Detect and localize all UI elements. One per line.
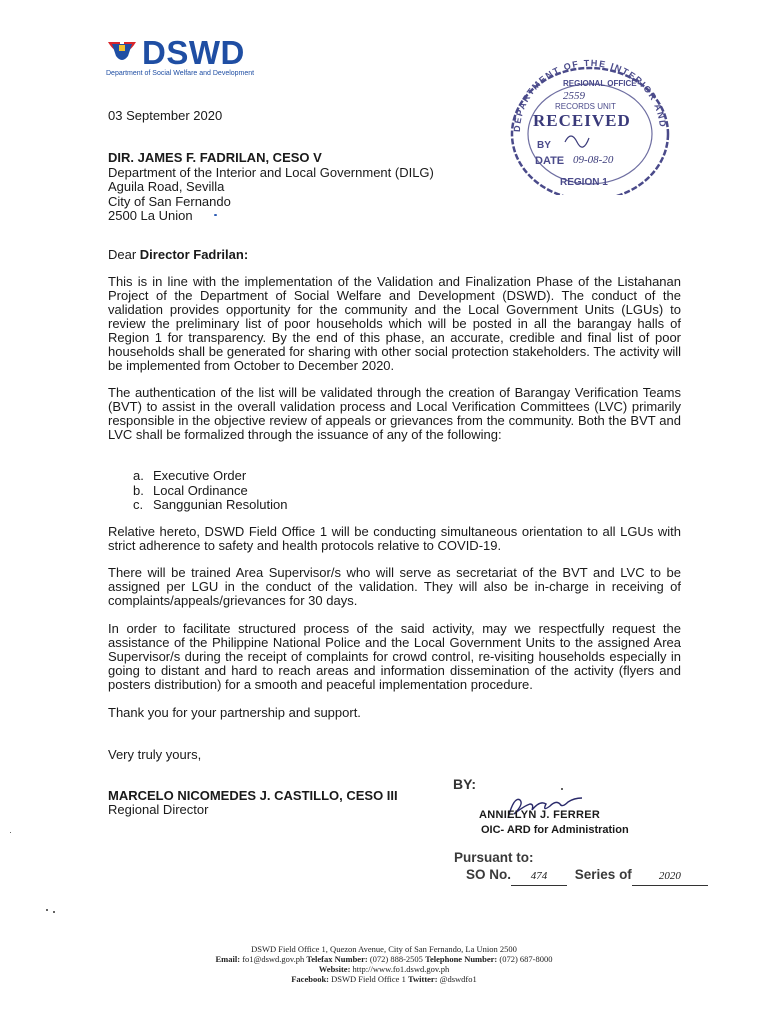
list-marker: c. bbox=[133, 497, 144, 512]
footer-email: fo1@dswd.gov.ph bbox=[242, 954, 305, 964]
stamp-date-label: DATE bbox=[535, 155, 565, 167]
series-value: 2020 bbox=[632, 868, 708, 886]
signatory-title: Regional Director bbox=[108, 802, 209, 817]
salutation-name: Director Fadrilan: bbox=[139, 247, 249, 262]
logo-subtitle: Department of Social Welfare and Development bbox=[106, 70, 255, 77]
body-paragraph: This is in line with the implementation of the Validation and Finalization Phase of the Listahanan Project of the Department of Social Welfare and Development (DSWD). The conduct of the validation provides opportunity for the community and the Local Government Units (LGUs) to review the preliminary list of poor households which will be posted in all the barangay halls of Region 1 for transparency. By the end of this phase, an accurate, credible and final list of poor households shall be generated for sharing with other social protection stakeholders. The activity will be implemented from October to December 2020. bbox=[108, 274, 681, 373]
recipient-line: Department of the Interior and Local Government (DILG) bbox=[108, 164, 434, 180]
list-text: Executive Order bbox=[153, 468, 247, 483]
footer-website-label: Website: bbox=[318, 964, 351, 974]
issuance-list bbox=[133, 469, 287, 513]
by-name: ANNIELYN J. FERRER bbox=[479, 809, 601, 821]
footer-telephone: (072) 687-8000 bbox=[499, 954, 553, 964]
footer-website: http://www.fo1.dswd.gov.ph bbox=[352, 964, 450, 974]
body-paragraph: There will be trained Area Supervisor/s who will serve as secretariat of the BVT and LVC to be assigned per LGU in the conduct of the validation. They will also be in-charge in receiving of complaints/appeals/grievances for 30 days. bbox=[108, 565, 681, 608]
body-paragraph: Relative hereto, DSWD Field Office 1 will be conducting simultaneous orientation to all LGUs with strict adherence to safety and health protocols relative to COVID-19. bbox=[108, 524, 681, 553]
so-label: SO No. bbox=[466, 867, 512, 882]
series-label: Series of bbox=[574, 867, 632, 882]
body-paragraph: Thank you for your partnership and support. bbox=[108, 705, 361, 720]
dswd-emblem-icon bbox=[106, 38, 138, 66]
stamp-status: RECEIVED bbox=[533, 111, 631, 130]
footer-telefax: (072) 888-2505 bbox=[369, 954, 423, 964]
list-item bbox=[133, 484, 287, 499]
stamp-date-value: 09-08-20 bbox=[573, 154, 614, 166]
list-text: Sanggunian Resolution bbox=[153, 497, 288, 512]
list-text: Local Ordinance bbox=[153, 482, 248, 498]
footer-twitter: @dswdfo1 bbox=[439, 974, 477, 984]
footer-telephone-label: Telephone Number: bbox=[425, 954, 498, 964]
footer-telefax-label: Telefax Number: bbox=[306, 954, 368, 964]
stamp-region: REGION 1 bbox=[560, 177, 608, 188]
footer bbox=[0, 944, 768, 984]
footer-twitter-label: Twitter: bbox=[407, 974, 438, 984]
body-paragraph: The authentication of the list will be validated through the creation of Barangay Verification Teams (BVT) to assist in the overall validation process and Local Verification Committees (LVC) primarily responsible in the objective review of appeals or grievances from the community. Both the BVT and LVC shall be formalized through the issuance of any of the following: bbox=[108, 385, 681, 442]
stamp-number: 2559 bbox=[563, 90, 585, 102]
recipient-line: City of San Fernando bbox=[108, 193, 231, 209]
stamp-office: REGIONAL OFFICE bbox=[563, 79, 637, 88]
footer-facebook: DSWD Field Office 1 bbox=[331, 974, 406, 984]
pursuant-block bbox=[454, 849, 708, 886]
recipient-line: Aguila Road, Sevilla bbox=[108, 179, 225, 195]
letter-date: 03 September 2020 bbox=[108, 108, 223, 123]
closing: Very truly yours, bbox=[108, 747, 202, 762]
footer-address: DSWD Field Office 1, Quezon Avenue, City of San Fernando, La Union 2500 bbox=[251, 944, 517, 954]
list-marker: a. bbox=[133, 468, 144, 483]
so-value: 474 bbox=[511, 868, 567, 886]
recipient-address bbox=[108, 151, 434, 224]
recipient-name: DIR. JAMES F. FADRILAN, CESO V bbox=[108, 150, 322, 165]
stamp-unit: RECORDS UNIT bbox=[555, 102, 616, 111]
salutation bbox=[108, 248, 248, 262]
pursuant-label: Pursuant to: bbox=[454, 850, 534, 865]
by-title: OIC- ARD for Administration bbox=[481, 824, 629, 836]
recipient-line: 2500 La Union bbox=[108, 208, 193, 224]
received-stamp bbox=[505, 50, 675, 195]
logo-text: DSWD bbox=[142, 34, 245, 71]
dswd-logo bbox=[106, 36, 286, 80]
body-paragraph: In order to facilitate structured process of the said activity, may we respectfully request the assistance of the Philippine National Police and the Local Government Units to the assigned Area Supervisor/s during the receipt of complaints for crowd control, re-visiting households especially in going to distant and hard to reach areas and information dissemination of the activity (flyers and posters distribution) for a smooth and peaceful implementation procedure. bbox=[108, 621, 681, 692]
list-marker: b. bbox=[133, 482, 144, 498]
stamp-arc-text: DEPARTMENT OF THE INTERIOR AND bbox=[511, 57, 668, 133]
salutation-prefix: Dear bbox=[108, 247, 140, 262]
footer-email-label: Email: bbox=[215, 954, 241, 964]
list-item bbox=[133, 469, 287, 484]
footer-facebook-label: Facebook: bbox=[291, 974, 330, 984]
signatory-name: MARCELO NICOMEDES J. CASTILLO, CESO III bbox=[108, 788, 398, 803]
list-item bbox=[133, 498, 287, 513]
by-label: BY: bbox=[453, 776, 477, 792]
stamp-by-label: BY bbox=[537, 140, 551, 151]
